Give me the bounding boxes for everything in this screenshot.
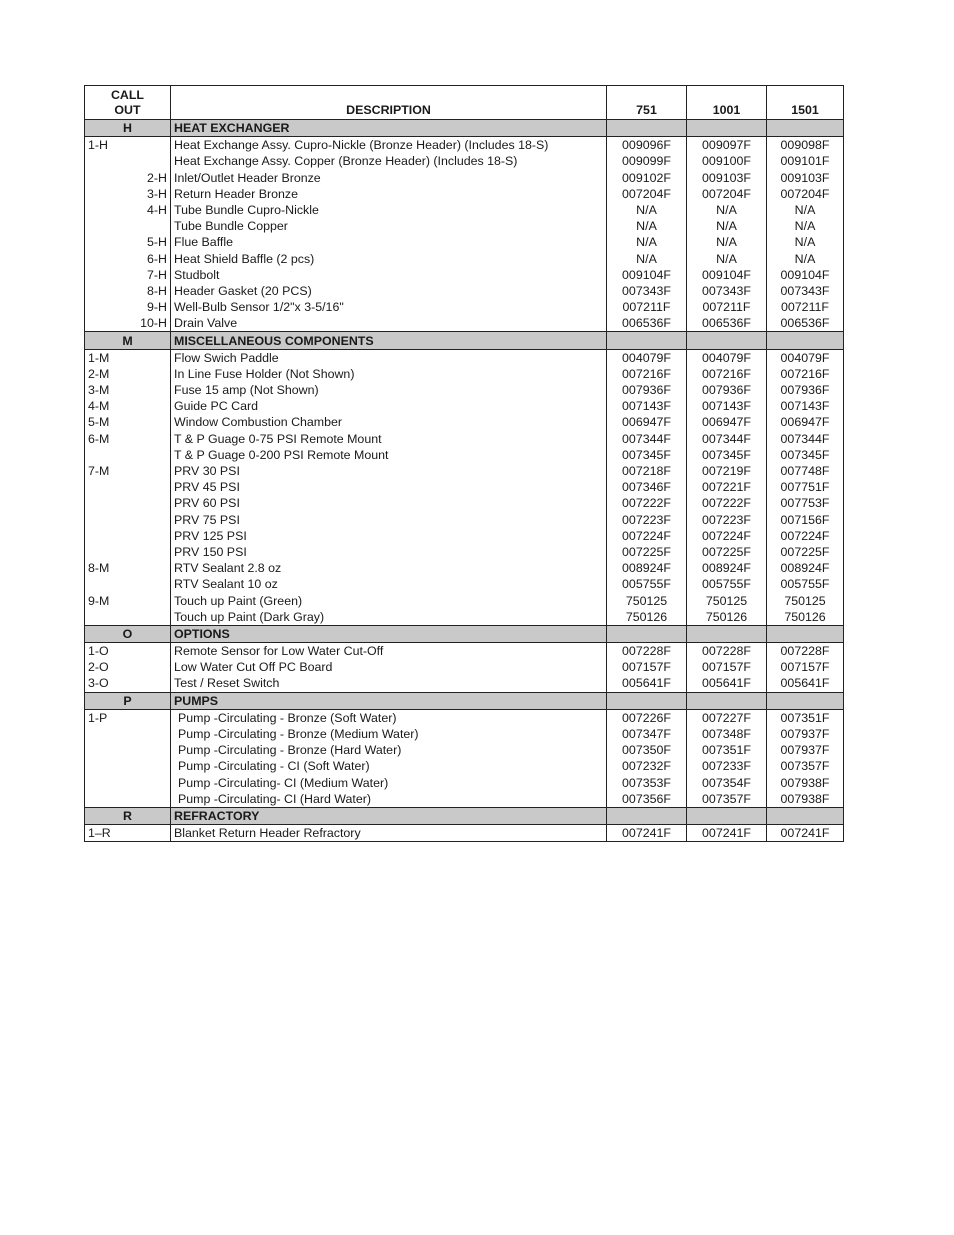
section-title: REFRACTORY <box>171 807 607 824</box>
part-1001-cell: 007227F <box>687 709 767 726</box>
part-1501-cell: N/A <box>767 251 844 267</box>
call-out-cell: 1–R <box>85 825 171 842</box>
part-751-cell: 007353F <box>607 775 687 791</box>
table-row <box>85 137 844 154</box>
table-row <box>85 463 844 479</box>
part-1001-cell: 007219F <box>687 463 767 479</box>
part-1001-cell: 007233F <box>687 758 767 774</box>
section-1001-blank <box>687 120 767 137</box>
call-out-cell: 10-H <box>85 315 171 332</box>
part-751-cell: 007343F <box>607 283 687 299</box>
part-1001-cell: N/A <box>687 202 767 218</box>
description-cell: Flue Baffle <box>171 234 607 250</box>
description-cell: T & P Guage 0-75 PSI Remote Mount <box>171 431 607 447</box>
part-1501-cell: 007224F <box>767 528 844 544</box>
section-751-blank <box>607 332 687 349</box>
description-cell: Pump -Circulating - Bronze (Medium Water) <box>171 726 607 742</box>
description-cell: Return Header Bronze <box>171 186 607 202</box>
part-1501-cell: 007344F <box>767 431 844 447</box>
call-out-cell: 6-M <box>85 431 171 447</box>
table-row <box>85 775 844 791</box>
call-out-cell <box>85 758 171 774</box>
description-cell: T & P Guage 0-200 PSI Remote Mount <box>171 447 607 463</box>
part-751-cell: 007356F <box>607 791 687 808</box>
part-751-cell: 007157F <box>607 659 687 675</box>
part-751-cell: 007223F <box>607 512 687 528</box>
part-1001-cell: 007348F <box>687 726 767 742</box>
call-out-cell <box>85 512 171 528</box>
part-1501-cell: 007936F <box>767 382 844 398</box>
call-out-cell: 4-H <box>85 202 171 218</box>
section-row <box>85 120 844 137</box>
part-1001-cell: 005641F <box>687 675 767 692</box>
part-751-cell: 007143F <box>607 398 687 414</box>
part-751-cell: 005641F <box>607 675 687 692</box>
part-1501-cell: 009098F <box>767 137 844 154</box>
parts-table <box>84 85 844 842</box>
description-cell: Fuse 15 amp (Not Shown) <box>171 382 607 398</box>
part-1001-cell: 009104F <box>687 267 767 283</box>
table-row <box>85 382 844 398</box>
part-1001-cell: 007204F <box>687 186 767 202</box>
description-cell: Drain Valve <box>171 315 607 332</box>
table-row <box>85 414 844 430</box>
part-1501-cell: 750125 <box>767 592 844 608</box>
part-751-cell: 007224F <box>607 528 687 544</box>
col-description: DESCRIPTION <box>171 86 607 120</box>
description-cell: PRV 75 PSI <box>171 512 607 528</box>
part-751-cell: 009099F <box>607 153 687 169</box>
call-out-cell: 3-H <box>85 186 171 202</box>
description-cell: PRV 45 PSI <box>171 479 607 495</box>
description-cell: Tube Bundle Cupro-Nickle <box>171 202 607 218</box>
part-1001-cell: 007343F <box>687 283 767 299</box>
description-cell: PRV 60 PSI <box>171 495 607 511</box>
call-out-cell: 5-H <box>85 234 171 250</box>
description-cell: Pump -Circulating - Bronze (Hard Water) <box>171 742 607 758</box>
part-751-cell: 007218F <box>607 463 687 479</box>
part-751-cell: 005755F <box>607 576 687 592</box>
part-751-cell: 004079F <box>607 349 687 366</box>
part-751-cell: 007225F <box>607 544 687 560</box>
call-out-cell: 3-O <box>85 675 171 692</box>
part-1501-cell: 007241F <box>767 825 844 842</box>
part-1501-cell: 007228F <box>767 643 844 660</box>
table-row <box>85 251 844 267</box>
part-1501-cell: 007937F <box>767 742 844 758</box>
part-1501-cell: 007937F <box>767 726 844 742</box>
call-out-cell: 4-M <box>85 398 171 414</box>
call-out-cell <box>85 528 171 544</box>
part-1501-cell: 007216F <box>767 366 844 382</box>
section-row <box>85 692 844 709</box>
description-cell: Pump -Circulating- CI (Hard Water) <box>171 791 607 808</box>
part-1001-cell: 007344F <box>687 431 767 447</box>
part-1501-cell: 007357F <box>767 758 844 774</box>
part-1501-cell: 007211F <box>767 299 844 315</box>
part-1001-cell: 006947F <box>687 414 767 430</box>
part-751-cell: 750126 <box>607 609 687 626</box>
table-row <box>85 791 844 808</box>
part-751-cell: N/A <box>607 202 687 218</box>
part-1501-cell: 007938F <box>767 775 844 791</box>
part-751-cell: 007204F <box>607 186 687 202</box>
table-row <box>85 495 844 511</box>
part-1501-cell: 006947F <box>767 414 844 430</box>
part-1001-cell: 007241F <box>687 825 767 842</box>
part-751-cell: 006947F <box>607 414 687 430</box>
table-row <box>85 447 844 463</box>
call-out-cell: 9-H <box>85 299 171 315</box>
table-row <box>85 218 844 234</box>
section-751-blank <box>607 120 687 137</box>
section-1501-blank <box>767 692 844 709</box>
call-out-cell <box>85 495 171 511</box>
section-1501-blank <box>767 332 844 349</box>
part-751-cell: 007346F <box>607 479 687 495</box>
table-row <box>85 234 844 250</box>
part-1001-cell: 004079F <box>687 349 767 366</box>
section-title: HEAT EXCHANGER <box>171 120 607 137</box>
table-row <box>85 609 844 626</box>
description-cell: Test / Reset Switch <box>171 675 607 692</box>
table-row <box>85 479 844 495</box>
description-cell: In Line Fuse Holder (Not Shown) <box>171 366 607 382</box>
part-1001-cell: 009103F <box>687 170 767 186</box>
table-row <box>85 299 844 315</box>
part-751-cell: 007211F <box>607 299 687 315</box>
part-1001-cell: 007345F <box>687 447 767 463</box>
call-out-cell <box>85 791 171 808</box>
part-1501-cell: 009101F <box>767 153 844 169</box>
part-1501-cell: 008924F <box>767 560 844 576</box>
section-row <box>85 332 844 349</box>
part-1501-cell: 007748F <box>767 463 844 479</box>
table-row <box>85 431 844 447</box>
section-1001-blank <box>687 625 767 642</box>
col-call-out: CALL OUT <box>85 86 171 120</box>
part-751-cell: 750125 <box>607 592 687 608</box>
description-cell: Guide PC Card <box>171 398 607 414</box>
table-row <box>85 528 844 544</box>
part-1501-cell: 007351F <box>767 709 844 726</box>
description-cell: RTV Sealant 2.8 oz <box>171 560 607 576</box>
table-row <box>85 349 844 366</box>
part-1001-cell: 007211F <box>687 299 767 315</box>
part-1501-cell: 004079F <box>767 349 844 366</box>
part-1501-cell: N/A <box>767 234 844 250</box>
description-cell: Heat Exchange Assy. Copper (Bronze Header) (Includes 18-S) <box>171 153 607 169</box>
description-cell: Pump -Circulating - Bronze (Soft Water) <box>171 709 607 726</box>
table-row <box>85 758 844 774</box>
call-out-cell <box>85 742 171 758</box>
call-out-cell: 1-O <box>85 643 171 660</box>
part-1001-cell: 007351F <box>687 742 767 758</box>
table-row <box>85 267 844 283</box>
section-title: PUMPS <box>171 692 607 709</box>
call-out-cell: 3-M <box>85 382 171 398</box>
part-1001-cell: 008924F <box>687 560 767 576</box>
part-1501-cell: 007156F <box>767 512 844 528</box>
table-row <box>85 675 844 692</box>
table-row <box>85 186 844 202</box>
part-1001-cell: 009097F <box>687 137 767 154</box>
section-row <box>85 807 844 824</box>
section-title: OPTIONS <box>171 625 607 642</box>
call-out-cell <box>85 447 171 463</box>
part-1501-cell: 005755F <box>767 576 844 592</box>
part-1001-cell: 005755F <box>687 576 767 592</box>
part-1501-cell: 007143F <box>767 398 844 414</box>
call-out-cell <box>85 153 171 169</box>
part-1501-cell: 750126 <box>767 609 844 626</box>
call-out-cell: 1-P <box>85 709 171 726</box>
col-1501: 1501 <box>767 86 844 120</box>
section-code: P <box>85 692 171 709</box>
section-751-blank <box>607 625 687 642</box>
description-cell: Flow Swich Paddle <box>171 349 607 366</box>
part-1001-cell: 750125 <box>687 592 767 608</box>
call-out-cell: 9-M <box>85 592 171 608</box>
description-cell: Low Water Cut Off PC Board <box>171 659 607 675</box>
table-row <box>85 153 844 169</box>
table-row <box>85 560 844 576</box>
call-out-cell <box>85 218 171 234</box>
part-1001-cell: 007354F <box>687 775 767 791</box>
part-751-cell: 007216F <box>607 366 687 382</box>
table-row <box>85 592 844 608</box>
table-row <box>85 742 844 758</box>
table-row <box>85 709 844 726</box>
part-1001-cell: 007228F <box>687 643 767 660</box>
description-cell: Inlet/Outlet Header Bronze <box>171 170 607 186</box>
call-out-cell <box>85 544 171 560</box>
part-1001-cell: 007216F <box>687 366 767 382</box>
section-1501-blank <box>767 120 844 137</box>
section-1501-blank <box>767 625 844 642</box>
table-row <box>85 544 844 560</box>
part-1001-cell: 007221F <box>687 479 767 495</box>
part-751-cell: 009104F <box>607 267 687 283</box>
description-cell: Pump -Circulating- CI (Medium Water) <box>171 775 607 791</box>
part-1001-cell: 009100F <box>687 153 767 169</box>
part-1501-cell: 007751F <box>767 479 844 495</box>
call-out-cell: 2-O <box>85 659 171 675</box>
part-751-cell: N/A <box>607 218 687 234</box>
description-cell: RTV Sealant 10 oz <box>171 576 607 592</box>
description-cell: Touch up Paint (Dark Gray) <box>171 609 607 626</box>
section-751-blank <box>607 807 687 824</box>
part-1001-cell: 006536F <box>687 315 767 332</box>
call-out-cell <box>85 775 171 791</box>
table-row <box>85 726 844 742</box>
section-751-blank <box>607 692 687 709</box>
part-751-cell: 007228F <box>607 643 687 660</box>
description-cell: Tube Bundle Copper <box>171 218 607 234</box>
call-out-cell: 7-M <box>85 463 171 479</box>
call-out-cell: 1-M <box>85 349 171 366</box>
call-out-cell <box>85 726 171 742</box>
description-cell: Heat Exchange Assy. Cupro-Nickle (Bronze Header) (Includes 18-S) <box>171 137 607 154</box>
part-1001-cell: 750126 <box>687 609 767 626</box>
part-751-cell: 007241F <box>607 825 687 842</box>
call-out-cell: 2-H <box>85 170 171 186</box>
table-row <box>85 643 844 660</box>
table-row <box>85 576 844 592</box>
call-out-cell <box>85 576 171 592</box>
part-1001-cell: 007936F <box>687 382 767 398</box>
table-row <box>85 512 844 528</box>
call-out-cell: 8-M <box>85 560 171 576</box>
call-out-cell: 7-H <box>85 267 171 283</box>
call-out-cell: 8-H <box>85 283 171 299</box>
part-1501-cell: 007204F <box>767 186 844 202</box>
part-1501-cell: 007345F <box>767 447 844 463</box>
table-row <box>85 659 844 675</box>
part-1501-cell: 007225F <box>767 544 844 560</box>
part-1001-cell: 007223F <box>687 512 767 528</box>
table-row <box>85 202 844 218</box>
part-1501-cell: 005641F <box>767 675 844 692</box>
description-cell: PRV 150 PSI <box>171 544 607 560</box>
description-cell: Header Gasket (20 PCS) <box>171 283 607 299</box>
part-751-cell: 007226F <box>607 709 687 726</box>
part-751-cell: 007222F <box>607 495 687 511</box>
section-row <box>85 625 844 642</box>
section-1001-blank <box>687 807 767 824</box>
part-751-cell: 009102F <box>607 170 687 186</box>
part-1501-cell: N/A <box>767 202 844 218</box>
description-cell: Touch up Paint (Green) <box>171 592 607 608</box>
table-row <box>85 398 844 414</box>
description-cell: Studbolt <box>171 267 607 283</box>
section-1001-blank <box>687 332 767 349</box>
parts-body <box>85 120 844 842</box>
header-row <box>85 86 844 120</box>
part-1501-cell: 009103F <box>767 170 844 186</box>
section-code: M <box>85 332 171 349</box>
part-751-cell: 009096F <box>607 137 687 154</box>
part-751-cell: 007347F <box>607 726 687 742</box>
part-751-cell: 007344F <box>607 431 687 447</box>
part-1501-cell: N/A <box>767 218 844 234</box>
call-out-cell: 2-M <box>85 366 171 382</box>
description-cell: Well-Bulb Sensor 1/2"x 3-5/16" <box>171 299 607 315</box>
description-cell: Blanket Return Header Refractory <box>171 825 607 842</box>
part-1001-cell: 007143F <box>687 398 767 414</box>
part-751-cell: N/A <box>607 251 687 267</box>
section-code: O <box>85 625 171 642</box>
part-751-cell: 006536F <box>607 315 687 332</box>
part-1001-cell: N/A <box>687 234 767 250</box>
section-code: H <box>85 120 171 137</box>
part-751-cell: 007232F <box>607 758 687 774</box>
table-row <box>85 170 844 186</box>
part-751-cell: 007936F <box>607 382 687 398</box>
part-751-cell: 007350F <box>607 742 687 758</box>
part-1501-cell: 007343F <box>767 283 844 299</box>
part-1501-cell: 006536F <box>767 315 844 332</box>
call-out-cell: 5-M <box>85 414 171 430</box>
call-out-cell <box>85 479 171 495</box>
table-row <box>85 825 844 842</box>
call-out-cell <box>85 609 171 626</box>
description-cell: Window Combustion Chamber <box>171 414 607 430</box>
description-cell: Remote Sensor for Low Water Cut-Off <box>171 643 607 660</box>
description-cell: Pump -Circulating - CI (Soft Water) <box>171 758 607 774</box>
part-1501-cell: 007753F <box>767 495 844 511</box>
section-1501-blank <box>767 807 844 824</box>
col-751: 751 <box>607 86 687 120</box>
section-title: MISCELLANEOUS COMPONENTS <box>171 332 607 349</box>
col-1001: 1001 <box>687 86 767 120</box>
part-1001-cell: N/A <box>687 251 767 267</box>
table-row <box>85 366 844 382</box>
part-1001-cell: 007222F <box>687 495 767 511</box>
description-cell: PRV 30 PSI <box>171 463 607 479</box>
part-1001-cell: N/A <box>687 218 767 234</box>
part-1501-cell: 007157F <box>767 659 844 675</box>
part-751-cell: N/A <box>607 234 687 250</box>
description-cell: Heat Shield Baffle (2 pcs) <box>171 251 607 267</box>
part-1001-cell: 007357F <box>687 791 767 808</box>
description-cell: PRV 125 PSI <box>171 528 607 544</box>
part-751-cell: 007345F <box>607 447 687 463</box>
table-row <box>85 283 844 299</box>
part-751-cell: 008924F <box>607 560 687 576</box>
part-1501-cell: 007938F <box>767 791 844 808</box>
part-1001-cell: 007224F <box>687 528 767 544</box>
part-1501-cell: 009104F <box>767 267 844 283</box>
call-out-cell: 1-H <box>85 137 171 154</box>
section-1001-blank <box>687 692 767 709</box>
part-1001-cell: 007225F <box>687 544 767 560</box>
section-code: R <box>85 807 171 824</box>
call-out-cell: 6-H <box>85 251 171 267</box>
table-row <box>85 315 844 332</box>
part-1001-cell: 007157F <box>687 659 767 675</box>
